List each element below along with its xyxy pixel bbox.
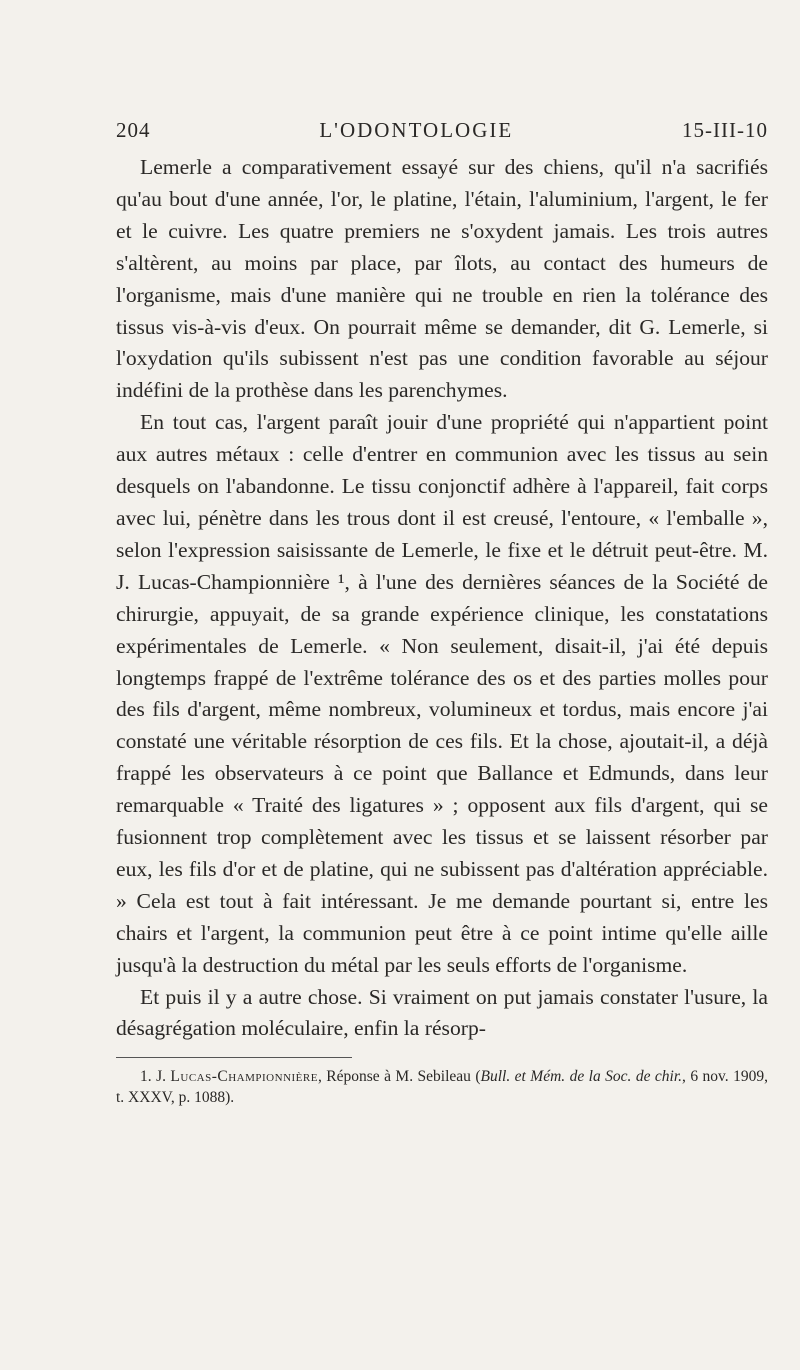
footnote-author: Lucas-Championnière [170,1068,318,1086]
paragraph-2: En tout cas, l'argent paraît jouir d'une propriété qui n'appartient point aux autres métaux : celle d'entrer en communion avec les tissus au sein desquels on l'abandonne. Le tissu conjonctif adhère à l'appareil, fait corps avec lui, pénètre dans les trous dont il est creusé, l'entoure, « l'emballe », selon l'expression saisissante de Lemerle, le fixe et le détruit peut-être. M. J. Lucas-Championnière ¹, à l'une des dernières séances de la Société de chirurgie, appuyait, de sa grande expérience clinique, les constatations expérimentales de Lemerle. « Non seulement, disait-il, j'ai été depuis longtemps frappé de l'extrême tolérance des os et des parties molles pour des fils d'argent, même nombreux, volumineux et tordus, mais encore j'ai constaté une véritable résorption de ces fils. Et la chose, ajoutait-il, a déjà frappé les observateurs à ce point que Ballance et Edmunds, dans leur remarquable « Traité des ligatures » ; opposent aux fils d'argent, qui se fusionnent trop complètement avec les tissus et se laissent résorber par eux, les fils d'or et de platine, qui ne subissent pas d'altération appréciable. » Cela est tout à fait intéressant. Je me demande pourtant si, entre les chairs et l'argent, la communion peut être à ce point intime qu'elle aille jusqu'à la destruction du métal par les seuls efforts de l'organisme. [116,410,768,977]
paragraph-3: Et puis il y a autre chose. Si vraiment on put jamais constater l'usure, la désagrégation moléculaire, enfin la résorp- [116,984,768,1041]
running-head [116,118,768,150]
paragraph-1: Lemerle a comparativement essayé sur des chiens, qu'il n'a sacrifiés qu'au bout d'une année, l'or, le platine, l'étain, l'aluminium, l'argent, le fer et le cuivre. Les quatre premiers ne s'oxydent jamais. Les trois autres s'altèrent, au moins par place, par îlots, au contact des humeurs de l'organisme, mais d'une manière qui ne trouble en rien la tolérance des tissus vis-à-vis d'eux. On pourrait même se demander, dit G. Lemerle, si l'oxydation qu'ils subissent n'est pas une condition favorable au séjour indéfini de la prothèse dans les parenchymes. [116,155,768,403]
page-number: 204 [116,118,151,142]
body-text [116,152,768,1045]
book-page [116,118,768,1108]
footnote-text-before: , Réponse à M. Sebileau ( [317,1068,481,1086]
footnote-marker: 1. J. [140,1068,171,1086]
footnote-source: Bull. et Mém. de la Soc. de chir. [480,1068,683,1086]
footnote-text-after: , 6 nov. 1909, t. XXXV, p. 1088). [116,1068,768,1107]
footnote [116,1066,768,1108]
journal-title: L'ODONTOLOGIE [319,118,514,142]
issue-date: 15-III-10 [682,118,768,142]
footnote-divider [116,1057,352,1058]
